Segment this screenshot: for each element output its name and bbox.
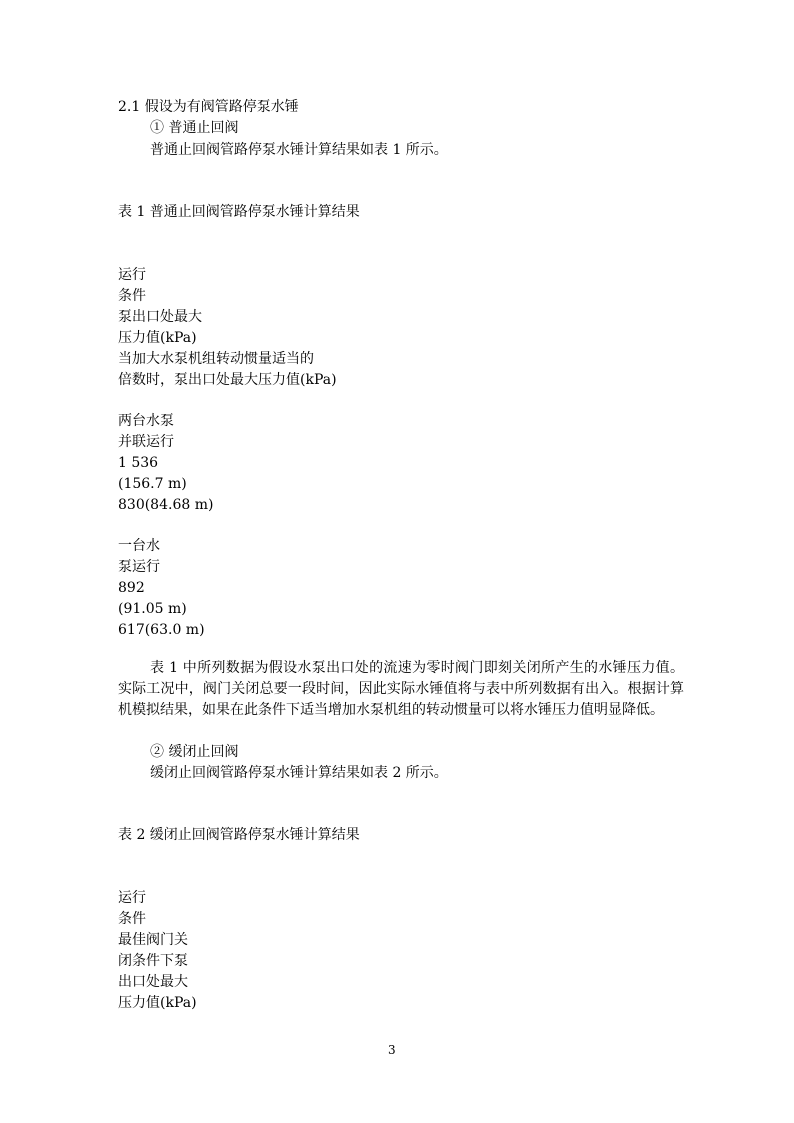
table1-row2-line: 892 (118, 580, 145, 596)
table1-header-line: 当加大水泵机组转动惯量适当的 (118, 351, 314, 367)
table1-row1-line: (156.7 m) (118, 476, 187, 492)
table1-header-line: 倍数时，泵出口处最大压力值(kPa) (118, 372, 337, 388)
table1-row1-line: 830(84.68 m) (118, 497, 214, 513)
subsection-title-2: ② 缓闭止回阀 (150, 744, 239, 760)
table2-header-line: 运行 (118, 890, 146, 906)
table1-header-line: 泵出口处最大 (118, 309, 202, 325)
table2-header-line: 条件 (118, 911, 146, 927)
table1-row2-line: 泵运行 (118, 559, 160, 575)
table1-header-line: 压力值(kPa) (118, 330, 197, 346)
table2-header-line: 最佳阀门关 (118, 932, 188, 948)
table1-row2-line: (91.05 m) (118, 601, 187, 617)
page-number: 3 (388, 1043, 396, 1057)
subsection-title-1: ① 普通止回阀 (150, 120, 239, 136)
table1-caption: 表 1 普通止回阀管路停泵水锤计算结果 (118, 204, 360, 220)
body-paragraph: 表 1 中所列数据为假设水泵出口处的流速为零时阀门即刻关闭所产生的水锤压力值。实际工况中，阀门关闭总要一段时间，因此实际水锤值将与表中所列数据有出入。根据计算机模拟结果，如果在此条件下适当增加水泵机组的转动惯量可以将水锤压力值明显降低。 (118, 660, 684, 718)
section-heading: 2.1 假设为有阀管路停泵水锤 (118, 99, 299, 115)
table2-header-line: 出口处最大 (118, 974, 188, 990)
table1-header-line: 运行 (118, 267, 146, 283)
table1-header-line: 条件 (118, 288, 146, 304)
subsection-intro-1: 普通止回阀管路停泵水锤计算结果如表 1 所示。 (150, 142, 448, 158)
table1-row1-line: 两台水泵 (118, 413, 174, 429)
table1-row2-line: 617(63.0 m) (118, 622, 205, 638)
subsection-intro-2: 缓闭止回阀管路停泵水锤计算结果如表 2 所示。 (150, 765, 448, 781)
table2-caption: 表 2 缓闭止回阀管路停泵水锤计算结果 (118, 827, 360, 843)
table1-row1-line: 1 536 (118, 455, 159, 471)
table2-header-line: 闭条件下泵 (118, 953, 188, 969)
table1-row1-line: 并联运行 (118, 434, 174, 450)
table1-row2-line: 一台水 (118, 538, 160, 554)
table2-header-line: 压力值(kPa) (118, 995, 197, 1011)
